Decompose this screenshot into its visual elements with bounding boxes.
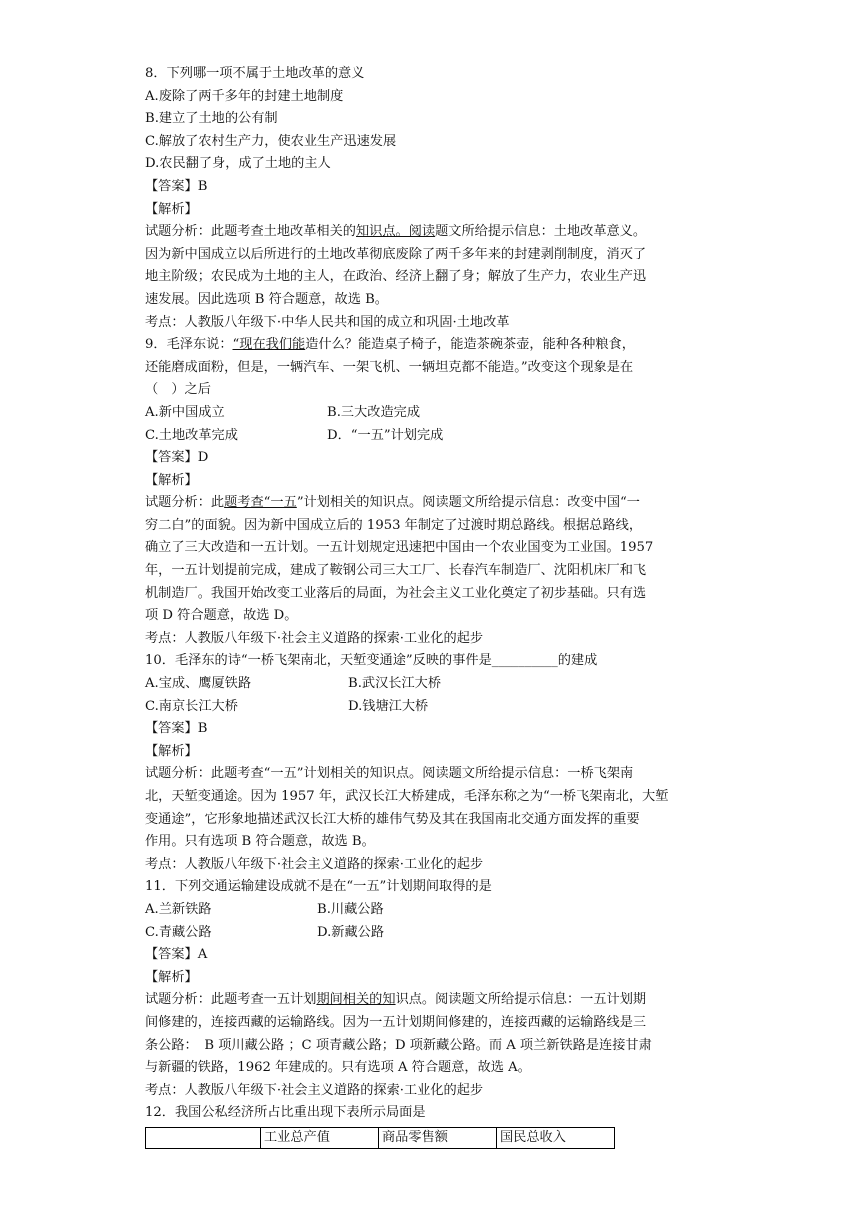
q8-analysis-line-2: 因为新中国成立以后所进行的土地改革彻底废除了两千多年来的封建剥削制度，消灭了 — [145, 246, 647, 262]
q8-analysis-label: 【解析】 — [145, 201, 198, 217]
q10-option-d: D.钱塘江大桥 — [348, 698, 429, 714]
table-header-row — [146, 1127, 615, 1148]
q9-stem-line-1 — [145, 334, 725, 357]
q9-analysis-line-5: 机制造厂。我国开始改变工业落后的局面，为社会主义工业化奠定了初步基础。只有选 — [145, 585, 647, 601]
q11-analysis-line-3: 条公路： B 项川藏公路 ；C 项青藏公路；D 项新藏公路。而 A 项兰新铁路是连接甘肃 — [145, 1037, 652, 1053]
q11-answer: 【答案】A — [145, 947, 208, 963]
q10-analysis-line-2: 北，天堑变通途。因为 1957 年，武汉长江大桥建成，毛泽东称之为“一桥飞架南北，大堑 — [145, 789, 669, 804]
q9-options-row-1 — [145, 402, 725, 425]
q9-stem-line-2: 还能磨成面粉，但是，一辆汽车、一架飞机、一辆坦克都不能造。”改变这个现象是在 — [145, 359, 634, 375]
q12-stem: 12．我国公私经济所占比重出现下表所示局面是 — [145, 1105, 426, 1121]
q9-answer: 【答案】D — [145, 450, 209, 466]
q11-analysis-text: 识点。阅读题文所给提示信息：一五计划期 — [395, 992, 647, 1008]
q11-analysis-line-2: 间修建的，连接西藏的运输路线。因为一五计划期间修建的，连接西藏的运输路线是三 — [145, 1014, 647, 1030]
q8-option-b: B.建立了土地的公有制 — [145, 111, 278, 127]
q11-option-d: D.新藏公路 — [317, 924, 385, 940]
table-header-national-income: 国民总收入 — [497, 1127, 615, 1148]
q9-analysis-line-3: 确立了三大改造和一五计划。一五计划规定迅速把中国由一个农业国变为工业国。1957 — [145, 540, 654, 556]
q8-analysis-line-4: 速发展。因此选项 B 符合题意，故选 B。 — [145, 291, 388, 307]
q11-option-b: B.川藏公路 — [317, 901, 384, 917]
q8-option-c: C.解放了农村生产力，使农业生产迅速发展 — [145, 133, 397, 149]
q11-option-a: A.兰新铁路 — [145, 901, 212, 917]
q8-stem: 8．下列哪一项不属于土地改革的意义 — [145, 66, 365, 81]
q9-option-b: B.三大改造完成 — [327, 404, 421, 420]
q9-kaodian: 考点：人教版八年级下·社会主义道路的探索·工业化的起步 — [145, 630, 484, 646]
q8-option-a: A.废除了两千多年的封建土地制度 — [145, 88, 344, 104]
q10-answer: 【答案】B — [145, 721, 208, 737]
q10-options-row-1 — [145, 673, 725, 696]
q9-analysis-line-6: 项 D 符合题意，故选 D。 — [145, 608, 298, 624]
document-page — [145, 63, 725, 1149]
q10-analysis-line-4: 作用。只有选项 B 符合题意，故选 B。 — [145, 834, 375, 850]
q11-analysis-line-1 — [145, 989, 725, 1012]
q10-analysis-line-3: 变通途”，它形象地描述武汉长江大桥的雄伟气势及其在我国南北交通方面发挥的重要 — [145, 811, 640, 827]
table-header-cell-empty — [146, 1127, 261, 1148]
q11-analysis-text: 试题分析：此题考查一五计划 — [145, 992, 317, 1008]
q9-analysis-line-1 — [145, 492, 725, 515]
q8-analysis-line-3: 地主阶级；农民成为土地的主人，在政治、经济上翻了身；解放了生产力，农业生产迅 — [145, 269, 647, 285]
q11-stem: 11．下列交通运输建设成就不是在“一五”计划期间取得的是 — [145, 879, 492, 895]
q9-analysis-line-2: 穷二白”的面貌。因为新中国成立后的 1953 年制定了过渡时期总路线。根据总路线， — [145, 517, 643, 533]
q8-analysis-text: 题文所给提示信息：土地改革意义。 — [435, 224, 647, 240]
q9-stem-underlined: “现在我们能 — [232, 337, 306, 353]
q8-analysis-underlined: 知识点。阅读 — [356, 224, 436, 240]
q8-analysis-line-1 — [145, 221, 725, 244]
q9-option-d: D．“一五”计划完成 — [327, 427, 444, 443]
q10-options-row-2 — [145, 696, 725, 719]
q9-stem-line-3: （ ）之后 — [145, 382, 211, 398]
q11-option-c: C.青藏公路 — [145, 924, 212, 940]
q9-analysis-text: 试题分析：此 — [145, 495, 225, 511]
table-header-retail-sales: 商品零售额 — [379, 1127, 497, 1148]
q8-analysis-text: 试题分析：此题考查土地改革相关的 — [145, 224, 356, 240]
q9-option-a: A.新中国成立 — [145, 404, 225, 420]
q9-stem-text: 造什么？能造桌子椅子，能造茶碗茶壶，能种各种粮食， — [305, 337, 635, 353]
q8-answer: 【答案】B — [145, 178, 208, 194]
q11-analysis-label: 【解析】 — [145, 969, 198, 985]
table-header-industrial-output: 工业总产值 — [261, 1127, 379, 1148]
q9-analysis-underlined: 题考查“一五 — [224, 495, 297, 511]
q10-stem: 10．毛泽东的诗“一桥飞架南北，天堑变通途”反映的事件是__________的建成 — [145, 653, 598, 669]
q9-analysis-text: ”计划相关的知识点。阅读题文所给提示信息：改变中国“一 — [296, 495, 640, 511]
q9-option-c: C.土地改革完成 — [145, 427, 238, 443]
q9-stem-text: 9．毛泽东说： — [145, 337, 233, 353]
q10-analysis-label: 【解析】 — [145, 743, 198, 759]
q9-options-row-2 — [145, 425, 725, 448]
q11-options-row-1 — [145, 899, 725, 922]
q9-analysis-label: 【解析】 — [145, 472, 198, 488]
q10-option-b: B.武汉长江大桥 — [348, 676, 442, 692]
q10-option-a: A.宝成、鹰厦铁路 — [145, 676, 252, 692]
q10-option-c: C.南京长江大桥 — [145, 698, 238, 714]
q8-option-d: D.农民翻了身，成了土地的主人 — [145, 156, 331, 172]
q8-kaodian: 考点：人教版八年级下·中华人民共和国的成立和巩固·土地改革 — [145, 314, 510, 330]
q10-kaodian: 考点：人教版八年级下·社会主义道路的探索·工业化的起步 — [145, 856, 484, 872]
q9-analysis-line-4: 年，一五计划提前完成，建成了鞍钢公司三大工厂、长春汽车制造厂、沈阳机床厂和飞 — [145, 563, 647, 579]
q11-kaodian: 考点：人教版八年级下·社会主义道路的探索·工业化的起步 — [145, 1082, 484, 1098]
q12-table — [145, 1127, 615, 1149]
q11-options-row-2 — [145, 922, 725, 945]
q11-analysis-line-4: 与新疆的铁路，1962 年建成的。只有选项 A 符合题意，故选 A。 — [145, 1060, 531, 1076]
q11-analysis-underlined: 期间相关的知 — [316, 992, 396, 1008]
q10-analysis-line-1: 试题分析：此题考查“一五”计划相关的知识点。阅读题文所给提示信息：一桥飞架南 — [145, 766, 634, 782]
